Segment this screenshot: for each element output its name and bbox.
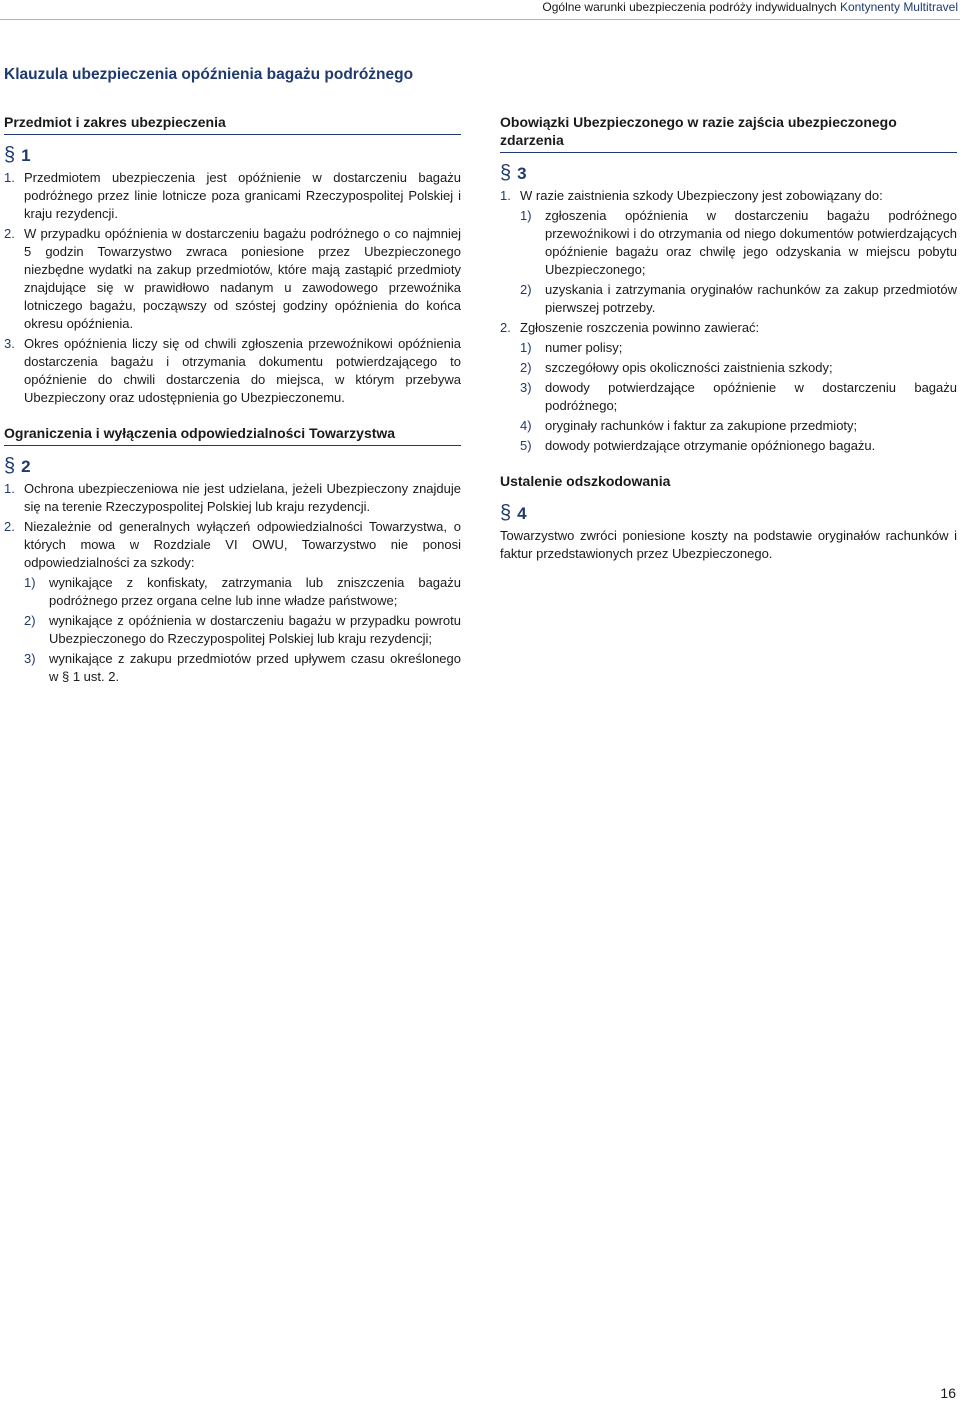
- compensation-text: Towarzystwo zwróci poniesione koszty na podstawie oryginałów rachunków i faktur przedstawionych przez Ubezpieczonego.: [500, 528, 957, 561]
- section-sign: §: [500, 502, 512, 524]
- paragraph-number: 3: [517, 164, 527, 183]
- sub-list-item: [24, 574, 461, 610]
- paragraph-number: 2: [21, 457, 31, 476]
- sub-list-item: [520, 207, 957, 279]
- sub-item-text: dowody potwierdzające otrzymanie opóźnionego bagażu.: [545, 438, 876, 453]
- item-text: W razie zaistnienia szkody Ubezpieczony jest zobowiązany do:: [520, 188, 883, 203]
- sub-item-number: 2): [520, 360, 532, 375]
- list-item: [500, 319, 957, 337]
- sub-list-item: [520, 339, 957, 357]
- paragraph-marker-2: [4, 455, 461, 478]
- left-column: [4, 112, 461, 688]
- list-item: [4, 169, 461, 223]
- sub-item-text: wynikające z konfiskaty, zatrzymania lub zniszczenia bagażu podróżnego przez organa celne lub inne władze państwowe;: [49, 575, 461, 608]
- sub-item-number: 4): [520, 418, 532, 433]
- section-heading-exclusions: Ograniczenia i wyłączenia odpowiedzialności Towarzystwa: [4, 423, 461, 446]
- sub-item-text: dowody potwierdzające opóźnienie w dostarczeniu bagażu podróżnego;: [545, 380, 957, 413]
- item-number: 1.: [4, 481, 15, 496]
- sub-item-number: 3): [520, 380, 532, 395]
- sub-item-number: 5): [520, 438, 532, 453]
- paragraph-marker-1: [4, 144, 461, 167]
- list-item: [4, 225, 461, 333]
- item-text: W przypadku opóźnienia w dostarczeniu bagażu podróżnego o co najmniej 5 godzin Towarzystwo zwraca poniesione przez Ubezpieczonego niezbędne wydatki na zakup przedmiotów, które mają zastąpić przedmioty znajdujące się w prawidłowo nadanym u zawodowego przewoźnika lotniczego bagażu, począwszy od szóstej godziny opóźnienia do końca okresu opóźnienia.: [24, 226, 461, 331]
- sub-list-item: [520, 359, 957, 377]
- item-number: 2.: [4, 226, 15, 241]
- item-number: 2.: [500, 320, 511, 335]
- list-item: [4, 480, 461, 516]
- sub-item-text: numer polisy;: [545, 340, 623, 355]
- sub-item-number: 1): [520, 208, 532, 223]
- section-sign: §: [4, 144, 16, 166]
- sub-list-item: [520, 437, 957, 455]
- paragraph-marker-4: [500, 502, 957, 525]
- sub-list-item: [520, 417, 957, 435]
- running-header-brand: Kontynenty Multitravel: [839, 0, 958, 14]
- list-item: [500, 187, 957, 205]
- sub-item-number: 2): [24, 613, 36, 628]
- sub-item-text: zgłoszenia opóźnienia w dostarczeniu bagażu podróżnego przewoźnikowi i do otrzymania od niego dokumentów potwierdzających opóźnienie bagażu oraz chwilę jego odzyskania w miejscu pobytu Ubezpieczonego;: [545, 208, 957, 277]
- section-heading-scope: Przedmiot i zakres ubezpieczenia: [4, 112, 461, 135]
- page-number: 16: [940, 1385, 956, 1401]
- item-number: 3.: [4, 336, 15, 351]
- spacer: [500, 457, 957, 471]
- item-number: 1.: [4, 170, 15, 185]
- item-text: Zgłoszenie roszczenia powinno zawierać:: [520, 320, 760, 335]
- paragraph-number: 1: [21, 146, 31, 165]
- sub-item-text: uzyskania i zatrzymania oryginałów rachunków za zakup przedmiotów pierwszej potrzeby.: [545, 282, 957, 315]
- section-sign: §: [500, 162, 512, 184]
- sub-item-number: 2): [520, 282, 532, 297]
- sub-item-text: wynikające z zakupu przedmiotów przed upływem czasu określonego w § 1 ust. 2.: [49, 651, 461, 684]
- item-text: Przedmiotem ubezpieczenia jest opóźnienie w dostarczeniu bagażu podróżnego przez linie lotnicze poza granicami Rzeczypospolitej Polskiej i kraju rezydencji.: [24, 170, 461, 221]
- paragraph-number: 4: [517, 504, 527, 523]
- section-sign: §: [4, 455, 16, 477]
- sub-item-number: 1): [24, 575, 36, 590]
- running-header-title: Ogólne warunki ubezpieczenia podróży indywidualnych: [542, 0, 837, 14]
- list-item: [4, 335, 461, 407]
- running-header: [0, 0, 960, 20]
- list-item: [4, 518, 461, 572]
- sub-list-item: [24, 650, 461, 686]
- sub-item-text: wynikające z opóźnienia w dostarczeniu bagażu w przypadku powrotu Ubezpieczonego do Rzeczypospolitej Polskiej lub kraju rezydencji;: [49, 613, 461, 646]
- item-text: Okres opóźnienia liczy się od chwili zgłoszenia przewoźnikowi opóźnienia dostarczenia bagażu i otrzymania dokumentu potwierdzającego to opóźnienie do chwili dostarczenia do miejsca, w którym przebywa Ubezpieczony oraz udostępnienia go Ubezpieczonemu.: [24, 336, 461, 405]
- sub-item-text: szczegółowy opis okoliczności zaistnienia szkody;: [545, 360, 833, 375]
- spacer: [4, 409, 461, 423]
- sub-list-item: [520, 379, 957, 415]
- item-number: 2.: [4, 519, 15, 534]
- item-text: Ochrona ubezpieczeniowa nie jest udzielana, jeżeli Ubezpieczony znajduje się na terenie Rzeczypospolitej Polskiej lub kraju rezydencji.: [24, 481, 461, 514]
- item-number: 1.: [500, 188, 511, 203]
- sub-item-number: 1): [520, 340, 532, 355]
- sub-list-item: [520, 281, 957, 317]
- section-heading-obligations: Obowiązki Ubezpieczonego w razie zajścia ubezpieczonego zdarzenia: [500, 112, 957, 153]
- clause-title: Klauzula ubezpieczenia opóźnienia bagażu podróżnego: [4, 66, 414, 83]
- section-heading-compensation: Ustalenie odszkodowania: [500, 473, 671, 489]
- sub-item-text: oryginały rachunków i faktur za zakupione przedmioty;: [545, 418, 858, 433]
- item-text: Niezależnie od generalnych wyłączeń odpowiedzialności Towarzystwa, o których mowa w Rozdziale VI OWU, Towarzystwo nie ponosi odpowiedzialności za szkody:: [24, 519, 461, 570]
- sub-list-item: [24, 612, 461, 648]
- paragraph-marker-3: [500, 162, 957, 185]
- sub-item-number: 3): [24, 651, 36, 666]
- right-column: [500, 112, 957, 563]
